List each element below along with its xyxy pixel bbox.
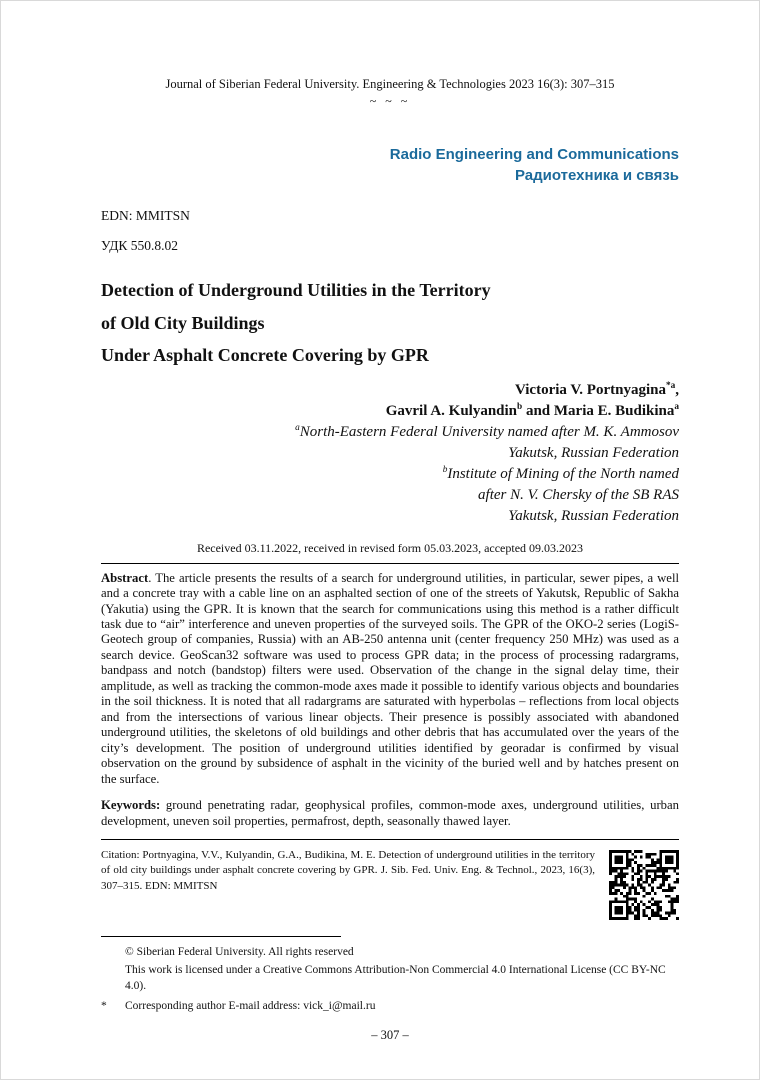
affiliation-text: after N. V. Chersky of the SB RAS	[478, 486, 679, 503]
author-line	[101, 401, 679, 422]
author-name: Victoria V. Portnyagina	[514, 381, 666, 398]
author-separator: ,	[675, 381, 679, 398]
corresponding-author-text: Corresponding author E-mail address: vick_i@mail.ru	[125, 999, 376, 1012]
abstract	[101, 571, 679, 788]
affiliation-mark: a	[295, 422, 300, 433]
copyright-line: © Siberian Federal University. All rights reserved	[125, 946, 354, 959]
affiliation-text: Yakutsk, Russian Federation	[508, 507, 679, 524]
title-line: Under Asphalt Concrete Covering by GPR	[101, 345, 429, 366]
abstract-label: Abstract	[101, 570, 149, 585]
author-affiliation-mark: a	[674, 401, 679, 412]
affiliation-text: North-Eastern Federal University named after M. K. Ammosov	[299, 423, 679, 440]
article-title	[101, 274, 679, 371]
tilde-separator: ~ ~ ~	[369, 94, 411, 108]
udk-code: УДК 550.8.02	[101, 238, 179, 254]
footnote-asterisk: *	[101, 999, 107, 1012]
received-dates: Received 03.11.2022, received in revised form 05.03.2023, accepted 09.03.2023	[196, 540, 584, 555]
citation-text: Citation: Portnyagina, V.V., Kulyandin, G.A., Budikina, M. E. Detection of underground utilities in the territory of old city buildings under asphalt concrete covering by GPR. J. Sib. Fed. Univ. Eng. & Technol., 2023, 16(3), 307–315. EDN: MMITSN	[101, 849, 595, 892]
author-name: and Maria E. Budikina	[522, 402, 675, 419]
page-number: – 307 –	[371, 1027, 409, 1042]
footnote-divider	[101, 936, 341, 937]
author-list	[101, 380, 679, 422]
license-line: This work is licensed under a Creative Commons Attribution-Non Commercial 4.0 International License (CC BY-NC 4.0).	[125, 964, 666, 993]
edn-code: EDN: MMITSN	[101, 208, 190, 224]
affiliation-line	[101, 422, 679, 443]
affiliations	[101, 422, 679, 527]
affiliation-line	[101, 443, 679, 464]
title-line: Detection of Underground Utilities in the Territory	[101, 280, 491, 301]
citation-divider	[101, 839, 679, 840]
author-name: Gavril A. Kulyandin	[385, 402, 518, 419]
qr-code	[609, 850, 679, 920]
affiliation-text: Institute of Mining of the North named	[447, 465, 679, 482]
section-heading	[101, 145, 679, 186]
corresponding-author-line	[101, 998, 679, 1014]
author-affiliation-mark: *a	[665, 380, 676, 391]
title-line: of Old City Buildings	[101, 312, 265, 333]
affiliation-mark: b	[442, 464, 448, 475]
section-title-en: Radio Engineering and Communications	[389, 146, 679, 163]
affiliation-line	[101, 485, 679, 506]
keywords-label: Keywords:	[101, 798, 161, 813]
affiliation-text: Yakutsk, Russian Federation	[508, 444, 679, 461]
section-title-ru: Радиотехника и связь	[515, 166, 679, 184]
abstract-text: . The article presents the results of a search for underground utilities, in particular, sewer pipes, a well and a concrete tray with a cable line on an asphalted section of one of the streets of Yakutsk, Republic of Sakha (Yakutia) using the GPR. It is known that the search for communications using this method is a rather difficult task due to “air” interference and uneven properties of the surveyed soils. The GPR of the OKO-2 series (LogiS-Geotech group of companies, Russia) with an AB-250 antenna unit (center frequency 250 MHz) was used as a search device. GeoScan32 software was used to process GPR data; in the process of processing radargrams, bandpass and notch (bandstop) filters were used. Observation of the change in the signal delay time, their amplitude, as well as tracking the common-mode axes made it possible to identify various objects and boundaries in the soil thickness. It is noted that all radargrams are saturated with hyperbolas – reflections from local objects and from the intersections of various linear objects. Their presence is possibly associated with abandoned underground utilities, the skeletons of old buildings and other debris that has accumulated over the years of the city’s development. The position of underground utilities identified by georadar is confirmed by visual observation on the ground by subsidence of asphalt in the vicinity of the buried well and by hatches present on the surface.	[101, 570, 679, 786]
author-line	[101, 380, 679, 401]
keywords	[101, 798, 679, 829]
journal-header-line: Journal of Siberian Federal University. Engineering & Technologies 2023 16(3): 307–315	[165, 77, 615, 91]
affiliation-line	[101, 464, 679, 485]
affiliation-line	[101, 506, 679, 527]
author-affiliation-mark: b	[517, 401, 523, 412]
abstract-divider	[101, 563, 679, 564]
citation-block	[101, 848, 679, 920]
keywords-text: ground penetrating radar, geophysical profiles, common-mode axes, underground utilities, urban development, uneven soil properties, permafrost, depth, seasonally thawed layer.	[101, 798, 679, 828]
